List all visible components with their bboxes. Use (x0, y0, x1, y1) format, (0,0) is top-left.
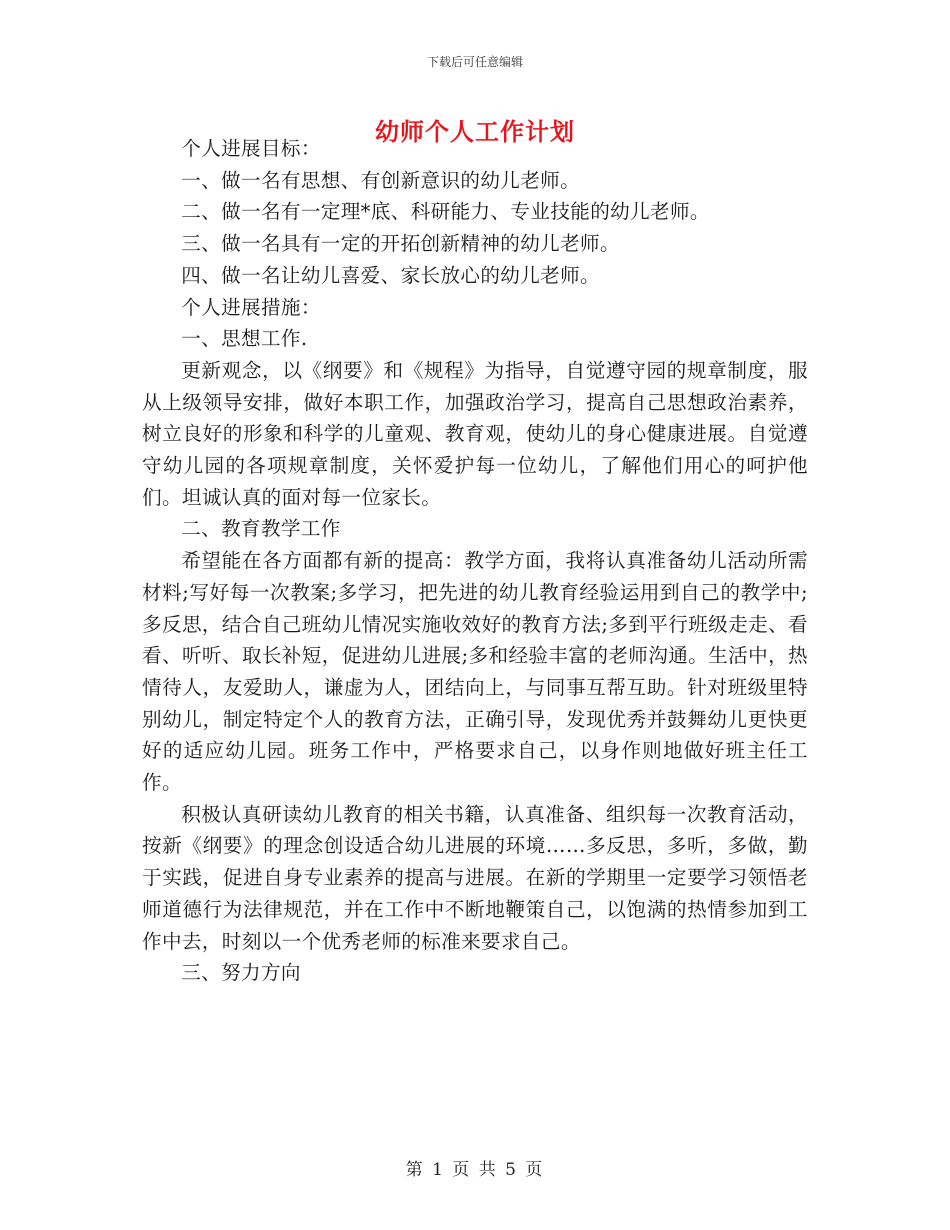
goal-item-2: 二、做一名有一定理*底、科研能力、专业技能的幼儿老师。 (181, 200, 710, 224)
goal-item-1: 一、做一名有思想、有创新意识的幼儿老师。 (181, 168, 581, 192)
page-footer: 第 1 页 共 5 页 (405, 1160, 545, 1180)
section-heading-goals: 个人进展目标： (181, 137, 321, 160)
subheading-teaching: 二、教育教学工作 (181, 517, 341, 541)
header-note: 下载后可任意编辑 (426, 55, 523, 69)
subheading-direction: 三、努力方向 (181, 961, 301, 985)
paragraph-teaching: 希望能在各方面都有新的提高：教学方面，我将认真准备幼儿活动所需材料;写好每一次教案;多学习，把先进的幼儿教育经验运用到自己的教学中;多反思，结合自己班幼儿情况实施收效好的教育方法;多到平行班级走走、看看、听听、取长补短，促进幼儿进展;多和经验丰富的老师沟通。生活中，热情待人，友爱助人，谦虚为人，团结向上，与同事互帮互助。针对班级里特别幼儿，制定特定个人的教育方法，正确引导，发现优秀并鼓舞幼儿更快更好的适应幼儿园。班务工作中，严格要求自己，以身作则地做好班主任工作。 (142, 549, 808, 795)
goal-item-3: 三、做一名具有一定的开拓创新精神的幼儿老师。 (181, 232, 620, 256)
paragraph-ideology: 更新观念，以《纲要》和《规程》为指导，自觉遵守园的规章制度，服从上级领导安排，做好本职工作，加强政治学习，提高自己思想政治素养，树立良好的形象和科学的儿童观、教育观，使幼儿的身心健康进展。自觉遵守幼儿园的各项规章制度，关怀爱护每一位幼儿，了解他们用心的呵护他们。坦诚认真的面对每一位家长。 (142, 358, 808, 509)
paragraph-study: 积极认真研读幼儿教育的相关书籍，认真准备、组织每一次教育活动，按新《纲要》的理念创设适合幼儿进展的环境……多反思，多听，多做，勤于实践，促进自身专业素养的提高与进展。在新的学期里一定要学习领悟老师道德行为法律规范，并在工作中不断地鞭策自己，以饱满的热情参加到工作中去，时刻以一个优秀老师的标准来要求自己。 (142, 802, 808, 953)
goal-item-4: 四、做一名让幼儿喜爱、家长放心的幼儿老师。 (181, 263, 601, 287)
document-body (142, 133, 808, 989)
document-title: 幼师个人工作计划 (375, 117, 575, 146)
section-heading-measures: 个人进展措施： (181, 295, 321, 319)
subheading-ideology: 一、思想工作. (181, 327, 308, 351)
